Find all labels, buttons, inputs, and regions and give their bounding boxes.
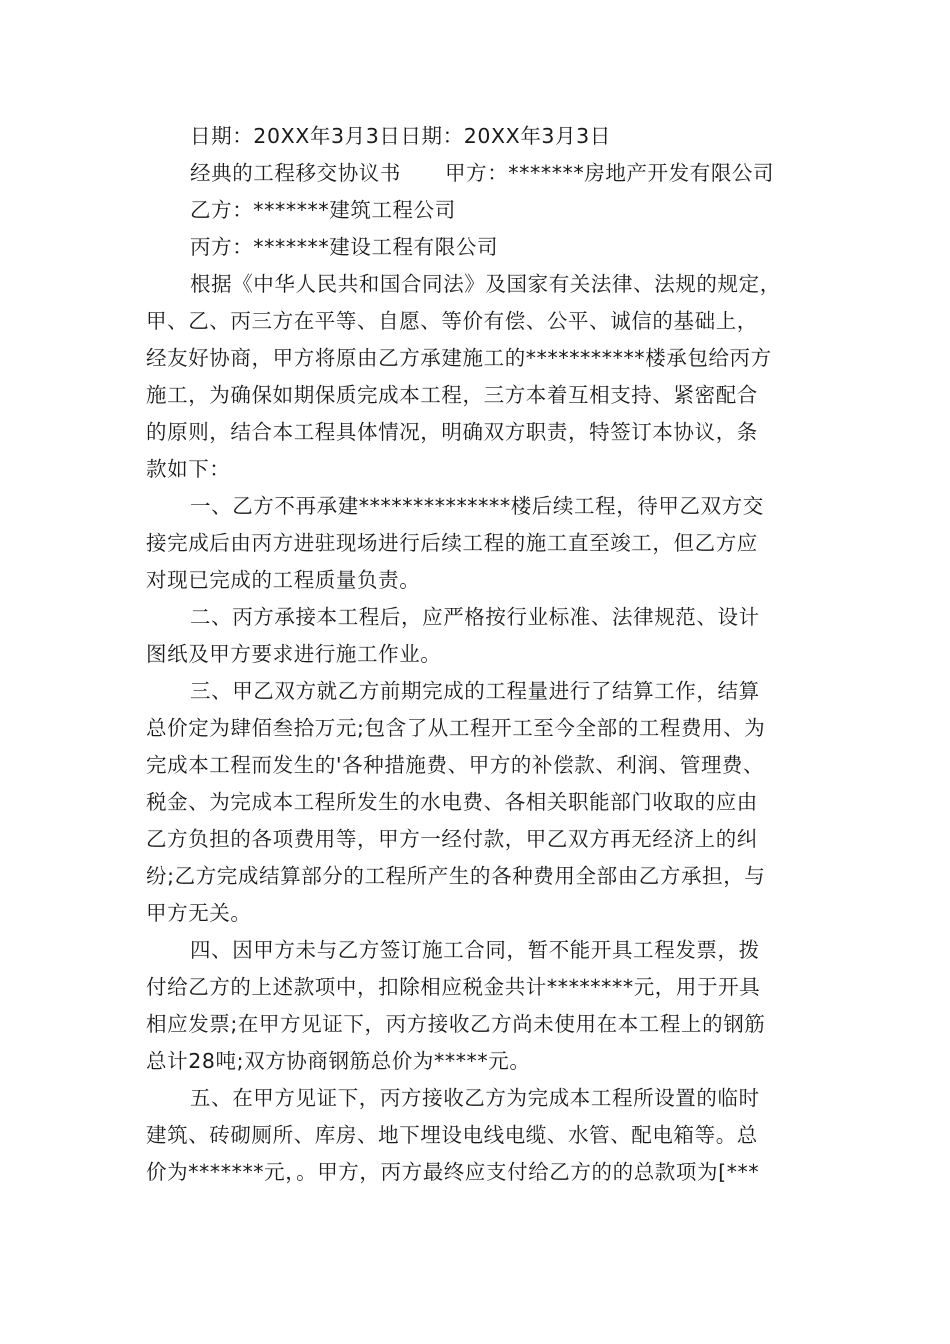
clause-line: 价为*******元，。甲方，丙方最终应支付给乙方的的总款项为[*** xyxy=(146,1160,760,1184)
date-line: 日期：20XX年3月3日日期：20XX年3月3日 xyxy=(190,124,611,148)
clause-3 xyxy=(146,673,814,932)
clause-line: 四、因甲方未与乙方签订施工合同，暂不能开具工程发票，拨 xyxy=(190,938,760,962)
clause-line: 乙方负担的各项费用等，甲方一经付款，甲乙双方再无经济上的纠 xyxy=(146,827,758,851)
clause-line: 建筑、砖砌厕所、库房、地下埋设电线电缆、水管、配电箱等。总 xyxy=(146,1123,758,1147)
clause-line: 纷;乙方完成结算部分的工程所产生的各种费用全部由乙方承担，与 xyxy=(146,864,766,888)
preamble-paragraph xyxy=(146,266,814,488)
clause-2 xyxy=(146,599,814,673)
clause-4 xyxy=(146,932,814,1080)
party-b: 乙方：*******建筑工程公司 xyxy=(190,198,456,222)
clause-line: 接完成后由丙方进驻现场进行后续工程的施工直至竣工，但乙方应 xyxy=(146,531,758,555)
clause-line: 税金、为完成本工程所发生的水电费、各相关职能部门收取的应由 xyxy=(146,790,758,814)
clause-5 xyxy=(146,1080,814,1191)
clause-line: 付给乙方的上述款项中，扣除相应税金共计********元，用于开具 xyxy=(146,975,761,999)
clause-line: 甲方无关。 xyxy=(146,901,252,925)
party-c: 丙方：*******建设工程有限公司 xyxy=(190,235,499,259)
title-line xyxy=(146,155,814,192)
clause-line: 三、甲乙双方就乙方前期完成的工程量进行了结算工作，结算 xyxy=(190,679,760,703)
preamble-line: 的原则，结合本工程具体情况，明确双方职责，特签订本协议，条 xyxy=(146,420,758,444)
clause-line: 总计28吨;双方协商钢筋总价为*****元。 xyxy=(146,1049,531,1073)
document-body xyxy=(146,118,814,1191)
clause-line: 对现已完成的工程质量负责。 xyxy=(146,568,421,592)
preamble-line: 款如下： xyxy=(146,457,231,481)
clause-line: 一、乙方不再承建**************楼后续工程，待甲乙双方交 xyxy=(190,494,764,518)
clause-line: 相应发票;在甲方见证下，丙方接收乙方尚未使用在本工程上的钢筋 xyxy=(146,1012,766,1036)
clause-line: 五、在甲方见证下，丙方接收乙方为完成本工程所设置的临时 xyxy=(190,1086,760,1110)
clause-1 xyxy=(146,488,814,599)
clause-line: 总价定为肆佰叁拾万元;包含了从工程开工至今全部的工程费用、为 xyxy=(146,716,766,740)
preamble-line: 根据《中华人民共和国合同法》及国家有关法律、法规的规定， xyxy=(190,272,781,296)
preamble-line: 施工，为确保如期保质完成本工程，三方本着互相支持、紧密配合 xyxy=(146,383,758,407)
clause-line: 完成本工程而发生的'各种措施费、甲方的补偿款、利润、管理费、 xyxy=(146,753,765,777)
preamble-line: 甲、乙、丙三方在平等、自愿、等价有偿、公平、诚信的基础上， xyxy=(146,309,758,333)
clause-line: 二、丙方承接本工程后，应严格按行业标准、法律规范、设计 xyxy=(190,605,760,629)
party-a: 甲方：*******房地产开发有限公司 xyxy=(445,161,775,185)
document-title: 经典的工程移交协议书 xyxy=(190,161,401,185)
clause-line: 图纸及甲方要求进行施工作业。 xyxy=(146,642,442,666)
preamble-line: 经友好协商，甲方将原由乙方承建施工的***********楼承包给丙方 xyxy=(146,346,772,370)
